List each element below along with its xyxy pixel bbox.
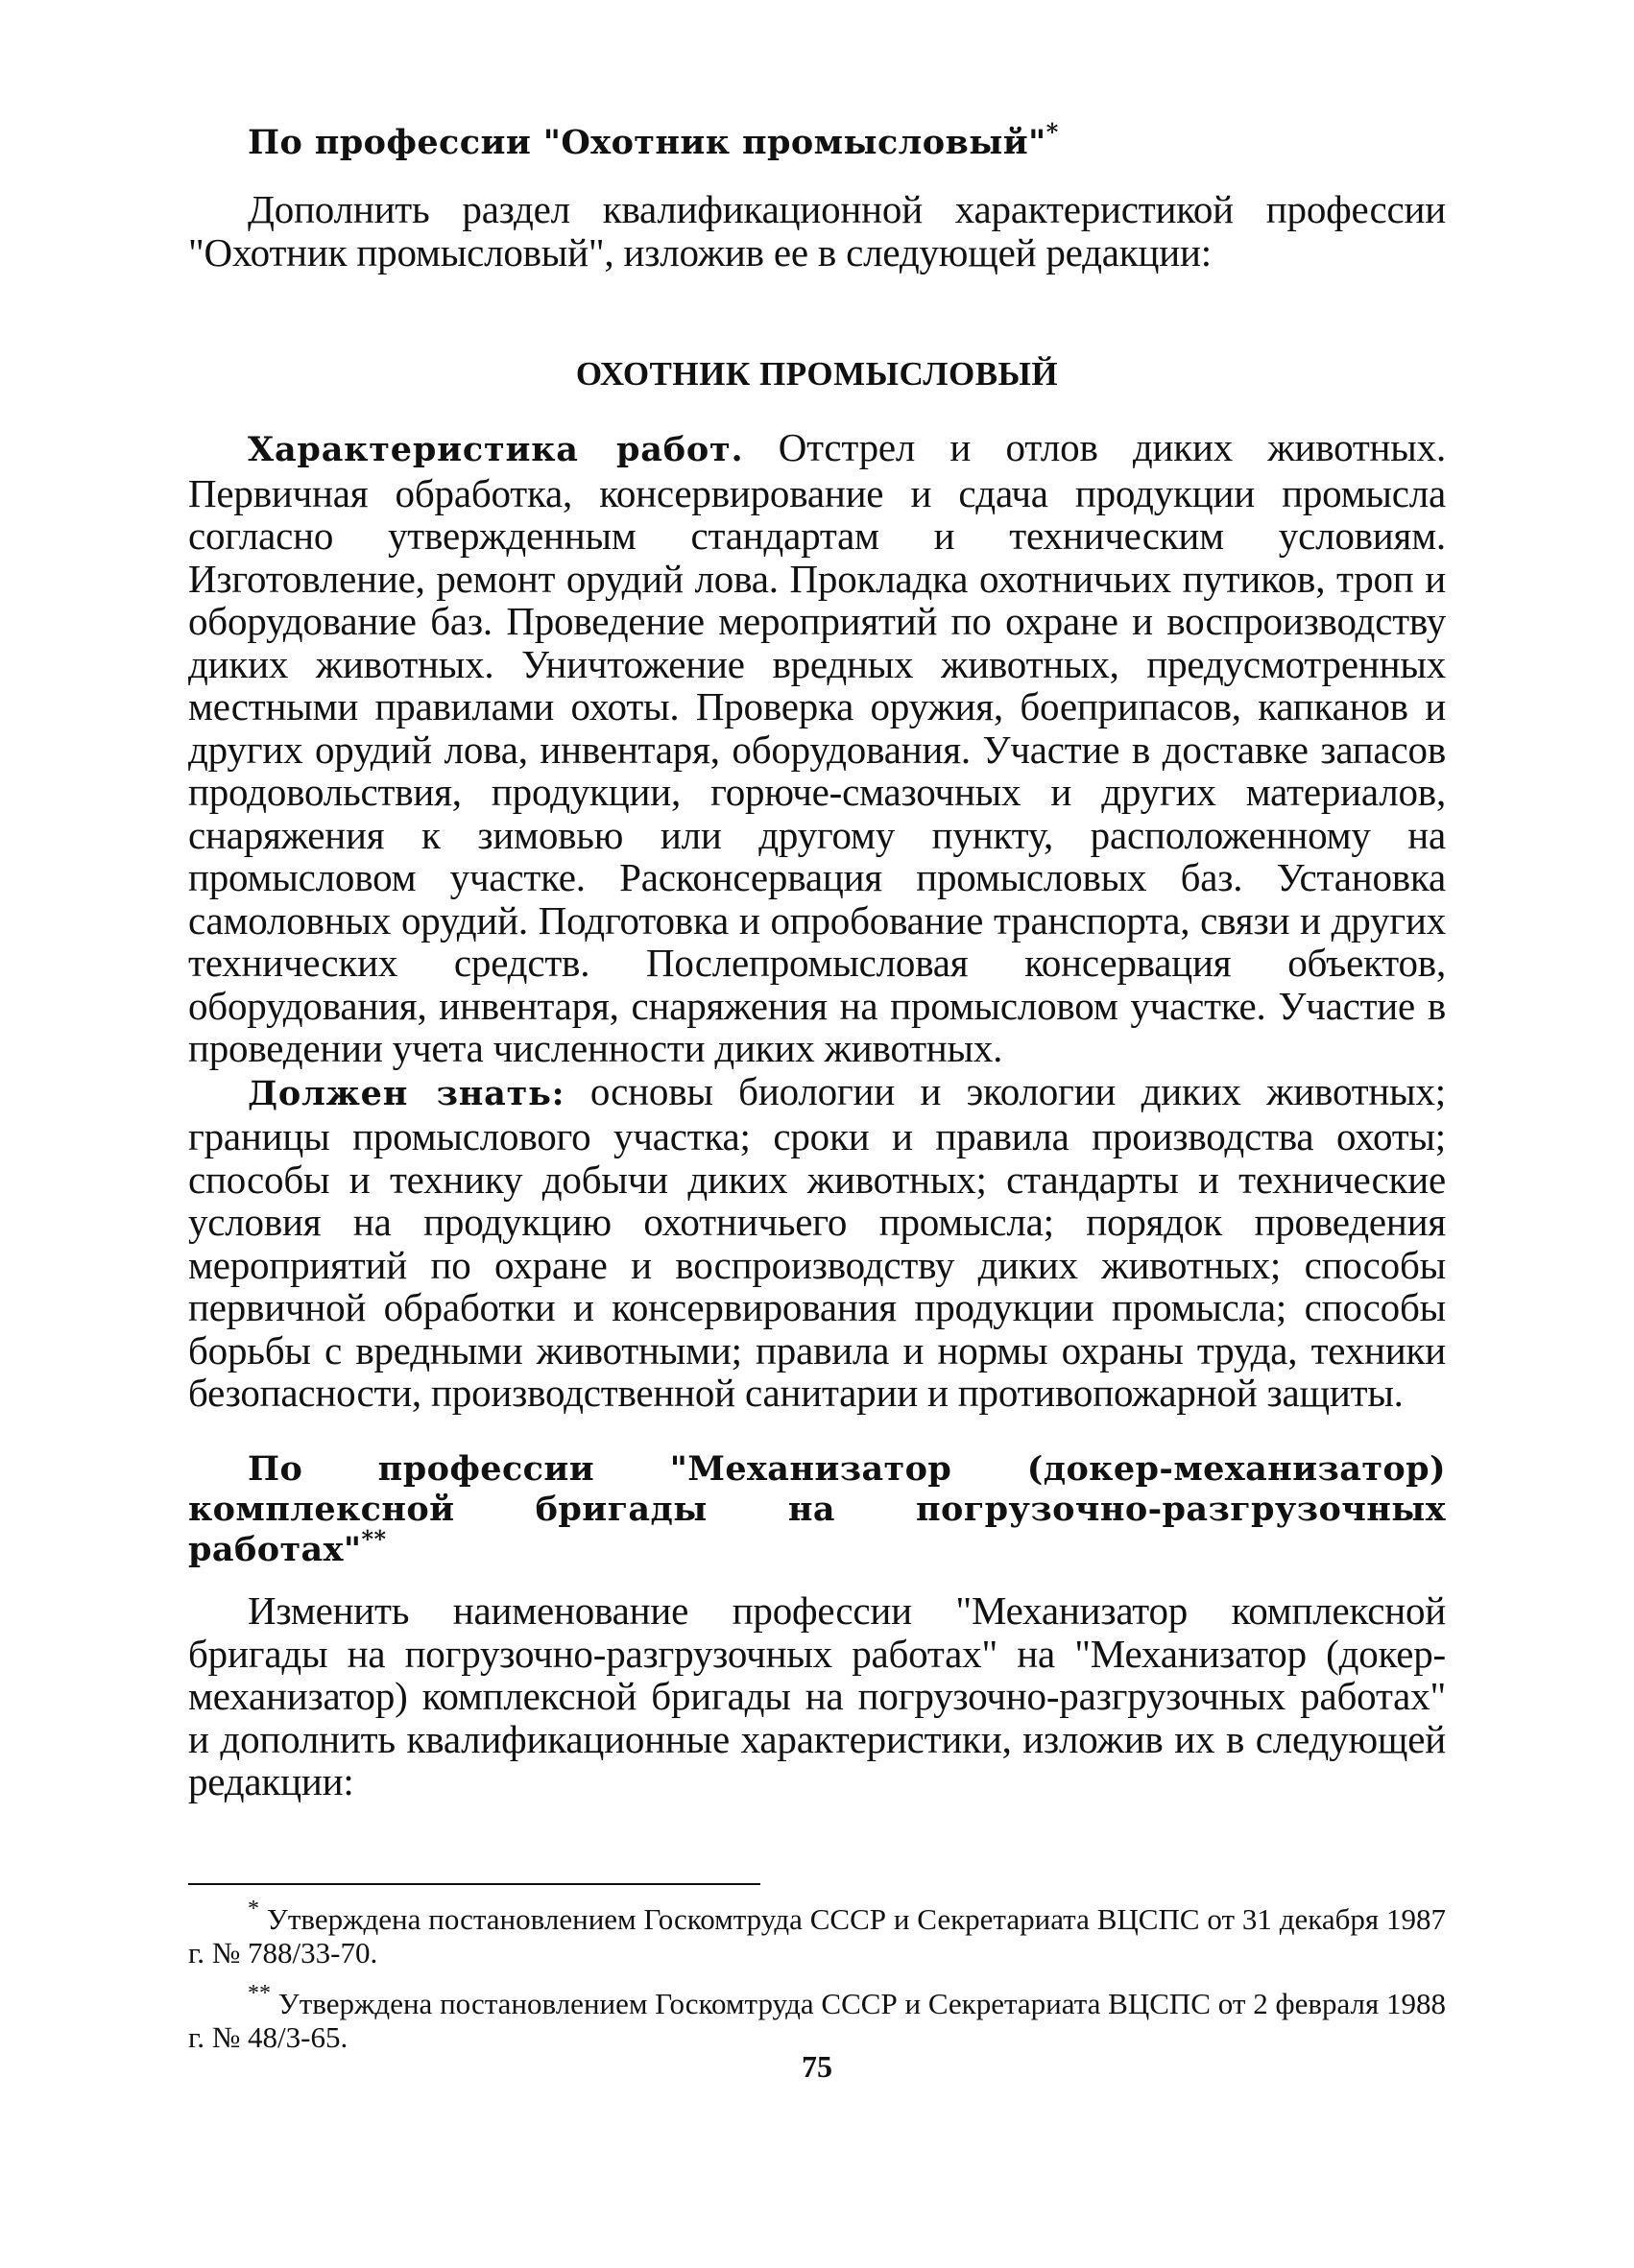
profession-description — [188, 426, 1446, 1415]
footnote-ref[interactable]: ** — [361, 1525, 387, 1553]
rename-paragraph: Изменить наименование профессии "Механизатор комплексной бригады на погрузочно-разгрузочных работах" на "Механизатор (докер-механизатор) комплексной бригады на погрузочно-разгрузочных работах" и дополнить квалификационные характеристики, изложив их в следующей редакции: — [188, 1588, 1446, 1803]
must-know-text: основы биологии и экологии диких животных; границы промыслового участка; сроки и правила производства охоты; способы и технику добычи диких животных; стандарты и технические условия на продукцию охотничьего промысла; порядок проведения мероприятий по охране и воспроизводству диких животных; способы первичной обработки и консервирования продукции промысла; способы борьбы с вредными животными; правила и нормы охраны труда, техники безопасности, производственной санитарии и противопожарной защиты. — [188, 1068, 1446, 1415]
work-characteristics-text: Отстрел и отлов диких животных. Первичная обработка, консервирование и сдача продукции промысла согласно утвержденным стандартам и техническим условиям. Изготовление, ремонт орудий лова. Прокладка охотничьих путиков, троп и оборудование баз. Проведение мероприятий по охране и воспроизводству диких животных. Уничтожение вредных животных, предусмотренных местными правилами охоты. Проверка оружия, боеприпасов, капканов и других орудий лова, инвентаря, оборудования. Участие в доставке запасов продовольствия, продукции, горюче-смазочных и других материалов, снаряжения к зимовью или другому пункту, расположенному на промысловом участке. Расконсервация промысловых баз. Установка самоловных орудий. Подготовка и опробование транспорта, связи и других технических средств. Послепромысловая консервация объектов, оборудования, инвентаря, снаряжения на промысловом участке. Участие в проведении учета численности диких животных. — [188, 425, 1446, 1070]
section-heading — [188, 1449, 1446, 1570]
footnote-item — [188, 1981, 1447, 2054]
footnote-text: Утверждена постановлением Госкомтруда СССР и Секретариата ВЦСПС от 2 февраля 1988 г. № 48/3-65. — [188, 1987, 1447, 2054]
footnote-item — [188, 1897, 1447, 1970]
must-know-label: Должен знать: — [248, 1073, 565, 1113]
page-number: 75 — [802, 2049, 832, 2084]
section-mechanic — [188, 1449, 1446, 1803]
footnote-divider — [188, 1883, 760, 1885]
section-heading — [188, 118, 1446, 163]
profession-title: ОХОТНИК ПРОМЫСЛОВЫЙ — [575, 355, 1059, 393]
section-heading-text: По профессии "Механизатор (докер-механизатор) комплексной бригады на погрузочно-разгрузочных работах" — [188, 1449, 1446, 1569]
footnote-mark: ** — [248, 1981, 271, 2006]
footnote-text: Утверждена постановлением Госкомтруда СССР и Секретариата ВЦСПС от 31 декабря 1987 г. № 788/33-70. — [188, 1902, 1447, 1970]
footnote-ref[interactable]: * — [1045, 118, 1059, 146]
section-heading-text: По профессии "Охотник промысловый" — [248, 123, 1046, 162]
work-characteristics-paragraph — [188, 426, 1446, 1070]
profession-title-block — [188, 355, 1446, 394]
must-know-paragraph — [188, 1070, 1446, 1415]
work-characteristics-label: Характеристика работ. — [248, 430, 744, 469]
section-hunter — [188, 118, 1446, 275]
footnotes — [188, 1897, 1447, 2054]
footnote-mark: * — [248, 1897, 259, 1922]
intro-paragraph: Дополнить раздел квалификационной характеристикой профессии "Охотник промысловый", изложив ее в следующей редакции: — [188, 187, 1446, 275]
